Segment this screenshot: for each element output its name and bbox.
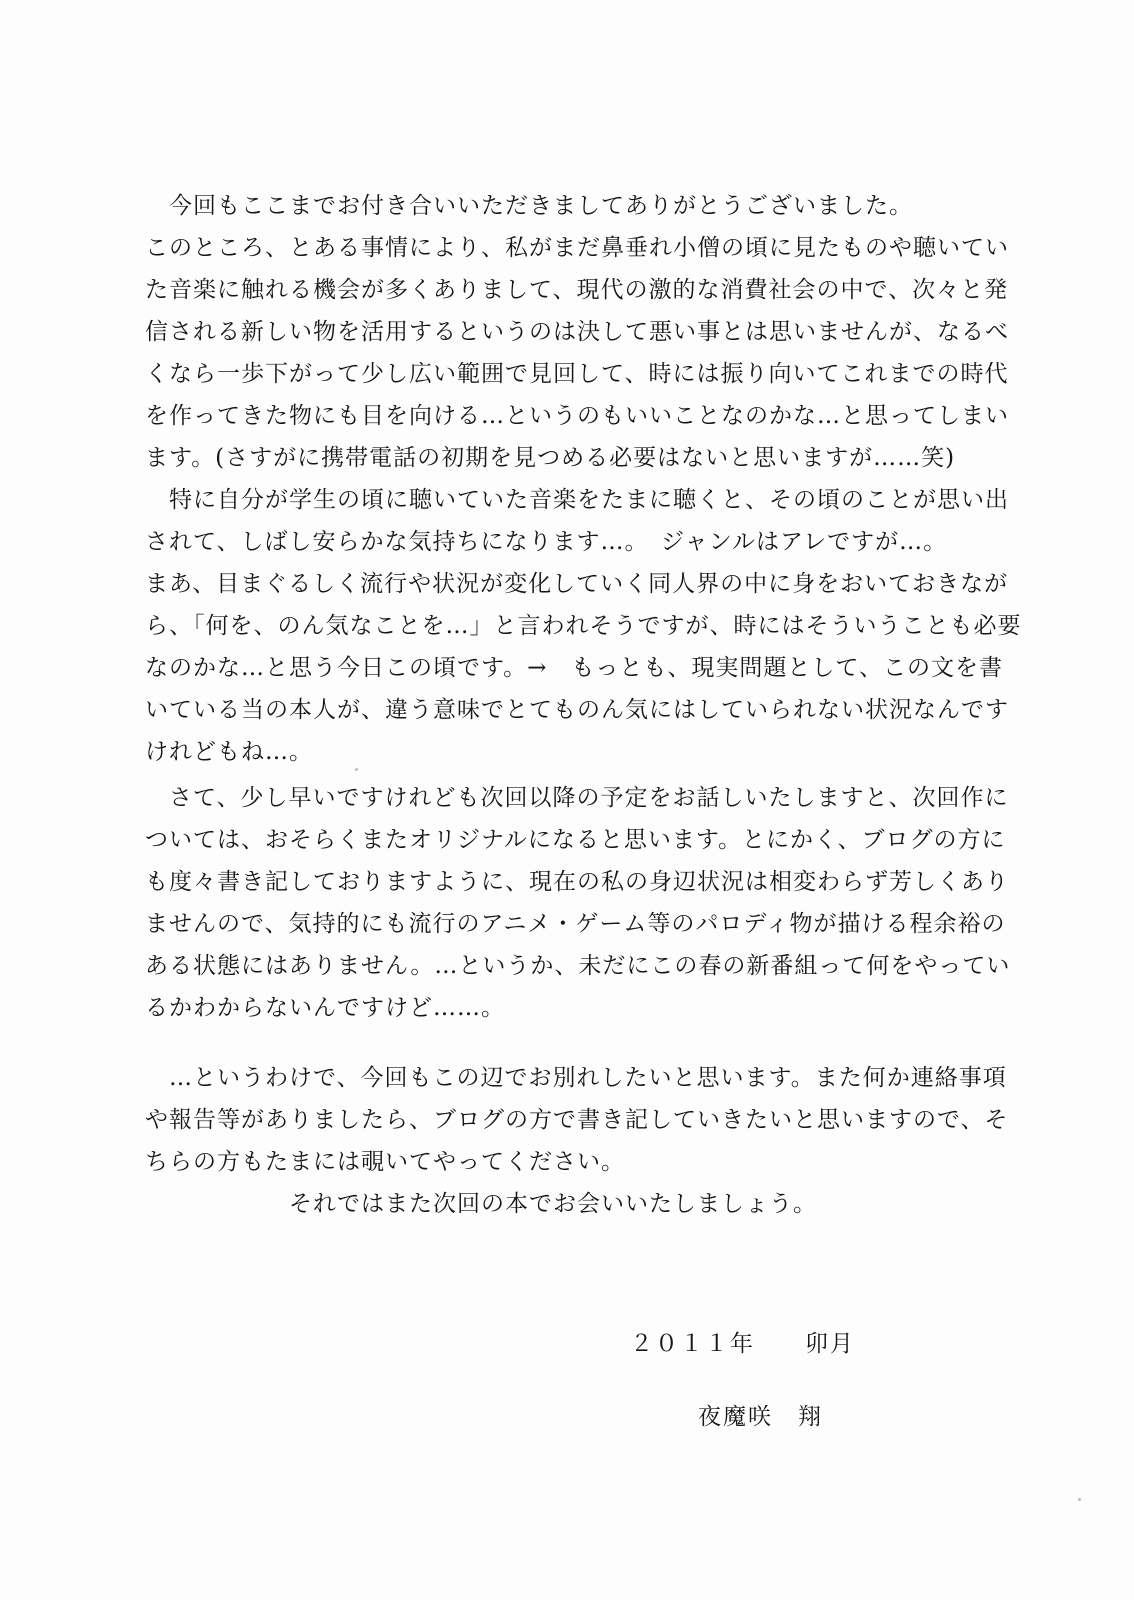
text-line: 信される新しい物を活用するというのは決して悪い事とは思いませんが、なるべ xyxy=(145,319,1009,345)
text-line: ちらの方もたまには覗いてやってください。 xyxy=(145,1149,625,1175)
text-line: や報告等がありましたら、ブログの方で書き記していきたいと思いますので、そ xyxy=(145,1107,1009,1133)
date-line: ２０１１年 卯月 xyxy=(630,1331,855,1357)
text-line: ます。(さすがに携帯電話の初期を見つめる必要はないと思いますが……笑) xyxy=(145,445,956,471)
afterword-paragraph-1 xyxy=(145,186,1022,765)
text-line: 特に自分が学生の頃に聴いていた音楽をたまに聴くと、その頃のことが思い出 xyxy=(145,487,1009,513)
text-line: …というわけで、今回もこの辺でお別れしたいと思います。また何か連絡事項 xyxy=(145,1065,1007,1091)
author-name: 夜魔咲 翔 xyxy=(698,1404,823,1430)
text-line: た音楽に触れる機会が多くありまして、現代の激的な消費社会の中で、次々と発 xyxy=(145,277,1009,303)
text-line: くなら一歩下がって少し広い範囲で見回して、時には振り向いてこれまでの時代 xyxy=(145,361,1009,387)
text-line: このところ、とある事情により、私がまだ鼻垂れ小僧の頃に見たものや聴いてい xyxy=(145,235,1009,261)
text-line: いている当の本人が、違う意味でとてものん気にはしていられない状況なんです xyxy=(145,697,1009,723)
afterword-paragraph-3 xyxy=(145,1058,1009,1226)
text-line: も度々書き記しておりますように、現在の私の身辺状況は相変わらず芳しくあり xyxy=(145,869,1009,895)
text-line: ら、「何を、のん気なことを…」と言われそうですが、時にはそういうことも必要 xyxy=(145,613,1022,639)
text-line: ある状態にはありません。…というか、未だにこの春の新番組って何をやってい xyxy=(145,953,1011,979)
text-line: ませんので、気持的にも流行のアニメ・ゲーム等のパロディ物が描ける程余裕の xyxy=(145,911,1006,937)
text-line: それではまた次回の本でお会いいたしましょう。 xyxy=(145,1191,817,1217)
text-line: なのかな…と思う今日この頃です。→ もっとも、現実問題として、この文を書 xyxy=(145,655,1003,681)
text-line: まあ、目まぐるしく流行や状況が変化していく同人界の中に身をおいておきなが xyxy=(145,571,1009,597)
afterword-paragraph-2 xyxy=(145,778,1011,1028)
text-line: さて、少し早いですけれども次回以降の予定をお話しいたしますと、次回作に xyxy=(145,785,1009,811)
text-line: されて、しばし安らかな気持ちになります…。 ジャンルはアレですが…。 xyxy=(145,529,948,555)
scan-speck xyxy=(355,768,358,771)
text-line: を作ってきた物にも目を向ける…というのもいいことなのかな…と思ってしまい xyxy=(145,403,1009,429)
text-line: ついては、おそらくまたオリジナルになると思います。とにかく、ブログの方に xyxy=(145,827,1006,853)
text-line: けれどもね…。 xyxy=(145,739,313,765)
text-line: 今回もここまでお付き合いいただきましてありがとうございました。 xyxy=(145,193,913,219)
scan-speck xyxy=(1078,1498,1081,1501)
text-line: るかわからないんですけど……。 xyxy=(145,995,505,1021)
